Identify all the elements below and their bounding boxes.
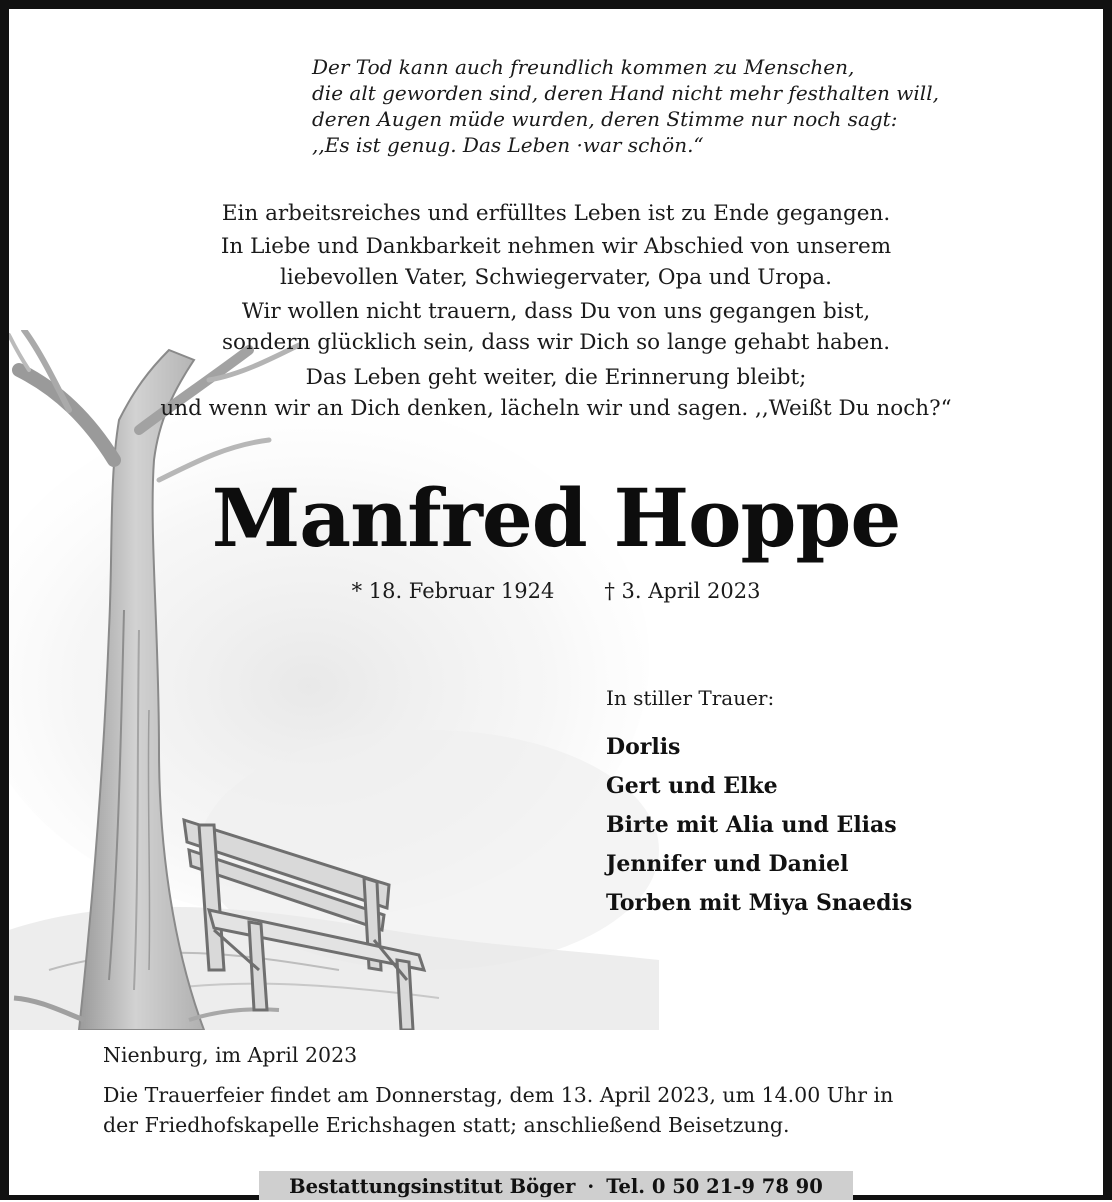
quote-line: Der Tod kann auch freundlich kommen zu Menschen, <box>312 55 855 79</box>
intro-paragraph-1 <box>0 198 1112 229</box>
mourner-name: Jennifer und Daniel <box>606 851 849 877</box>
intro-paragraph-4 <box>0 362 1112 424</box>
intro-line: und wenn wir an Dich denken, lächeln wir und sagen. ,,Weißt Du noch?“ <box>160 396 952 421</box>
death-date: † 3. April 2023 <box>604 579 761 603</box>
life-dates <box>0 576 1112 606</box>
intro-line: Das Leben geht weiter, die Erinnerung bleibt; <box>305 365 807 390</box>
intro-paragraph-3 <box>0 296 1112 358</box>
place-and-date: Nienburg, im April 2023 <box>103 1043 358 1067</box>
intro-line: In Liebe und Dankbarkeit nehmen wir Abschied von unserem <box>220 234 892 259</box>
footer-separator: · <box>587 1175 595 1198</box>
service-line: Die Trauerfeier findet am Donnerstag, dem 13. April 2023, um 14.00 Uhr in <box>103 1083 894 1107</box>
tree-and-bench-icon <box>9 330 659 1030</box>
funeral-home-footer <box>259 1171 853 1200</box>
quote-line: ,,Es ist genug. Das Leben ·war schön.“ <box>312 133 704 157</box>
mourner-name: Birte mit Alia und Elias <box>606 812 897 838</box>
intro-line: Wir wollen nicht trauern, dass Du von uns gegangen bist, <box>241 299 871 324</box>
mourner-name: Gert und Elke <box>606 773 778 799</box>
opening-quote <box>312 54 939 158</box>
deceased-name: Manfred Hoppe <box>211 471 901 565</box>
mourner-name: Torben mit Miya Snaedis <box>606 890 913 916</box>
mourners-list <box>606 728 912 923</box>
funeral-home-name: Bestattungsinstitut Böger <box>289 1175 576 1198</box>
intro-line: liebevollen Vater, Schwiegervater, Opa und Uropa. <box>280 265 832 290</box>
service-line: der Friedhofskapelle Erichshagen statt; anschließend Beisetzung. <box>103 1113 790 1137</box>
intro-paragraph-2 <box>0 231 1112 293</box>
quote-line: deren Augen müde wurden, deren Stimme nur noch sagt: <box>312 107 898 131</box>
funeral-service-info <box>103 1080 893 1140</box>
funeral-home-phone: Tel. 0 50 21-9 78 90 <box>606 1175 823 1198</box>
mourning-label: In stiller Trauer: <box>606 686 775 710</box>
birth-date: * 18. Februar 1924 <box>351 579 555 603</box>
intro-line: sondern glücklich sein, dass wir Dich so lange gehabt haben. <box>221 330 891 355</box>
mourner-name: Dorlis <box>606 734 681 760</box>
quote-line: die alt geworden sind, deren Hand nicht mehr festhalten will, <box>312 81 939 105</box>
intro-line: Ein arbeitsreiches und erfülltes Leben ist zu Ende gegangen. <box>221 201 891 226</box>
